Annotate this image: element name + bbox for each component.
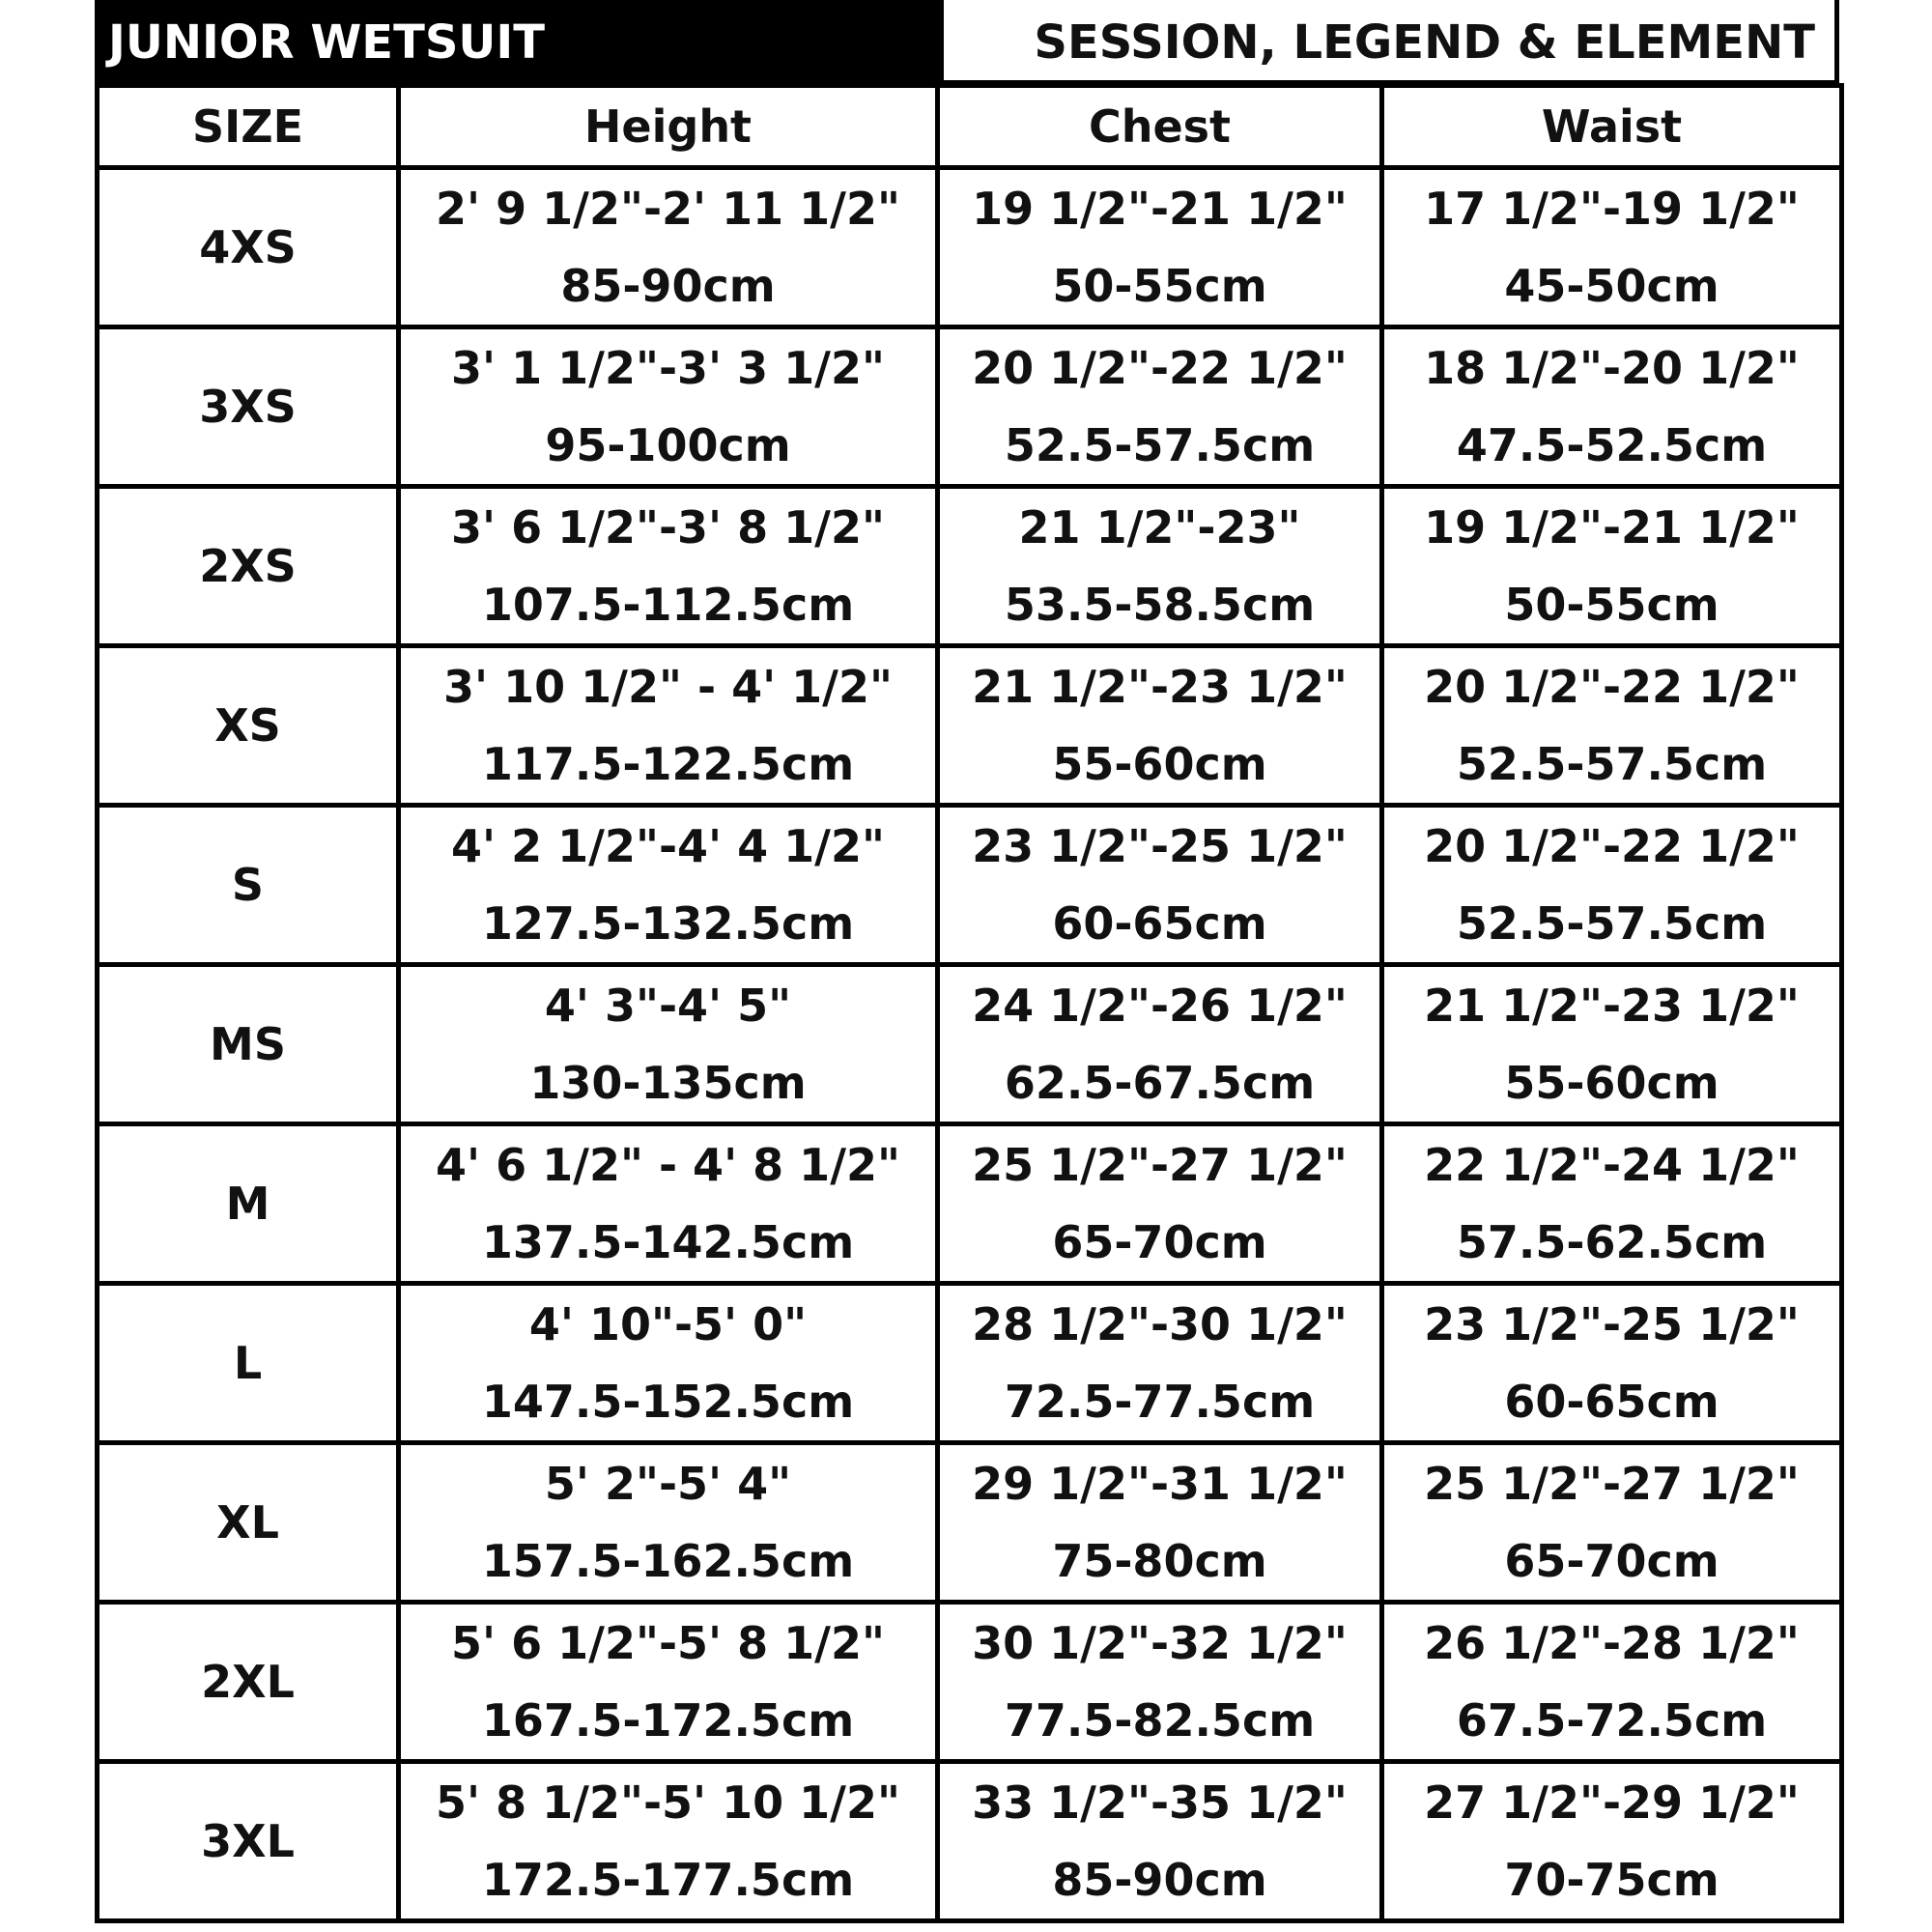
height-imperial: 3' 1 1/2"-3' 3 1/2" (451, 342, 885, 394)
size-cell: 2XL (98, 1603, 399, 1762)
table-row (98, 646, 1842, 806)
chest-cell (938, 646, 1382, 806)
chest-imperial: 25 1/2"-27 1/2" (972, 1139, 1348, 1191)
waist-cell (1382, 327, 1842, 487)
table-row (98, 168, 1842, 327)
height-metric: 127.5-132.5cm (481, 897, 855, 950)
chest-cell (938, 1124, 1382, 1284)
column-header-size: SIZE (98, 86, 399, 168)
height-cell (399, 168, 938, 327)
waist-cell (1382, 1124, 1842, 1284)
size-cell: 3XL (98, 1762, 399, 1921)
table-row (98, 327, 1842, 487)
waist-metric: 57.5-62.5cm (1456, 1216, 1768, 1268)
size-chart (95, 0, 1839, 1932)
height-metric: 85-90cm (560, 260, 776, 312)
chest-cell (938, 806, 1382, 965)
column-header-waist: Waist (1382, 86, 1842, 168)
column-header-height: Height (399, 86, 938, 168)
waist-metric: 65-70cm (1504, 1535, 1719, 1587)
chest-cell (938, 327, 1382, 487)
waist-imperial: 20 1/2"-22 1/2" (1424, 661, 1800, 713)
waist-cell (1382, 806, 1842, 965)
height-cell (399, 1443, 938, 1603)
header-row (98, 86, 1842, 168)
waist-metric: 70-75cm (1504, 1854, 1719, 1906)
chest-metric: 55-60cm (1052, 738, 1267, 790)
height-metric: 95-100cm (545, 419, 791, 471)
height-metric: 107.5-112.5cm (481, 579, 855, 631)
table-row (98, 1603, 1842, 1762)
waist-metric: 52.5-57.5cm (1456, 897, 1768, 950)
waist-cell (1382, 168, 1842, 327)
chest-cell (938, 1443, 1382, 1603)
waist-cell (1382, 1603, 1842, 1762)
chest-metric: 62.5-67.5cm (1004, 1057, 1316, 1109)
height-imperial: 4' 2 1/2"-4' 4 1/2" (451, 820, 885, 872)
chest-metric: 72.5-77.5cm (1004, 1376, 1316, 1428)
chest-imperial: 28 1/2"-30 1/2" (972, 1298, 1348, 1350)
chest-imperial: 29 1/2"-31 1/2" (972, 1458, 1348, 1510)
title-row (95, 0, 1839, 85)
height-cell (399, 806, 938, 965)
size-cell: XL (98, 1443, 399, 1603)
size-cell: XS (98, 646, 399, 806)
size-cell: 4XS (98, 168, 399, 327)
height-cell (399, 327, 938, 487)
waist-imperial: 19 1/2"-21 1/2" (1424, 501, 1800, 554)
chest-imperial: 30 1/2"-32 1/2" (972, 1617, 1348, 1669)
waist-imperial: 17 1/2"-19 1/2" (1424, 183, 1800, 235)
waist-metric: 52.5-57.5cm (1456, 738, 1768, 790)
waist-cell (1382, 1284, 1842, 1443)
chest-imperial: 19 1/2"-21 1/2" (972, 183, 1348, 235)
height-imperial: 3' 6 1/2"-3' 8 1/2" (451, 501, 885, 554)
waist-imperial: 26 1/2"-28 1/2" (1424, 1617, 1800, 1669)
height-cell (399, 487, 938, 646)
chest-metric: 60-65cm (1052, 897, 1267, 950)
chest-cell (938, 965, 1382, 1124)
height-imperial: 3' 10 1/2" - 4' 1/2" (443, 661, 893, 713)
height-imperial: 5' 6 1/2"-5' 8 1/2" (451, 1617, 885, 1669)
models-title: SESSION, LEGEND & ELEMENT (939, 0, 1839, 85)
height-cell (399, 1284, 938, 1443)
waist-metric: 45-50cm (1504, 260, 1719, 312)
height-metric: 137.5-142.5cm (481, 1216, 855, 1268)
height-imperial: 4' 6 1/2" - 4' 8 1/2" (436, 1139, 900, 1191)
height-imperial: 2' 9 1/2"-2' 11 1/2" (436, 183, 900, 235)
height-cell (399, 965, 938, 1124)
height-cell (399, 646, 938, 806)
height-cell (399, 1762, 938, 1921)
waist-metric: 47.5-52.5cm (1456, 419, 1768, 471)
chest-imperial: 20 1/2"-22 1/2" (972, 342, 1348, 394)
chest-cell (938, 1603, 1382, 1762)
height-imperial: 5' 2"-5' 4" (544, 1458, 792, 1510)
chest-cell (938, 1762, 1382, 1921)
chest-metric: 75-80cm (1052, 1535, 1267, 1587)
table-row (98, 1284, 1842, 1443)
column-header-chest: Chest (938, 86, 1382, 168)
waist-cell (1382, 1762, 1842, 1921)
size-cell: MS (98, 965, 399, 1124)
height-metric: 147.5-152.5cm (481, 1376, 855, 1428)
table-row (98, 1762, 1842, 1921)
size-cell: 2XS (98, 487, 399, 646)
chest-metric: 52.5-57.5cm (1004, 419, 1316, 471)
waist-cell (1382, 965, 1842, 1124)
waist-imperial: 27 1/2"-29 1/2" (1424, 1776, 1800, 1829)
chest-metric: 77.5-82.5cm (1004, 1694, 1316, 1747)
chest-imperial: 21 1/2"-23" (1018, 501, 1301, 554)
chest-imperial: 21 1/2"-23 1/2" (972, 661, 1348, 713)
waist-cell (1382, 646, 1842, 806)
waist-cell (1382, 487, 1842, 646)
chest-imperial: 24 1/2"-26 1/2" (972, 980, 1348, 1032)
chest-cell (938, 1284, 1382, 1443)
chest-imperial: 33 1/2"-35 1/2" (972, 1776, 1348, 1829)
waist-metric: 60-65cm (1504, 1376, 1719, 1428)
chest-metric: 65-70cm (1052, 1216, 1267, 1268)
waist-imperial: 20 1/2"-22 1/2" (1424, 820, 1800, 872)
height-metric: 172.5-177.5cm (481, 1854, 855, 1906)
size-cell: S (98, 806, 399, 965)
waist-imperial: 25 1/2"-27 1/2" (1424, 1458, 1800, 1510)
size-table (95, 83, 1844, 1923)
chest-metric: 53.5-58.5cm (1004, 579, 1316, 631)
waist-metric: 55-60cm (1504, 1057, 1719, 1109)
chest-cell (938, 487, 1382, 646)
chest-metric: 85-90cm (1052, 1854, 1267, 1906)
height-imperial: 4' 10"-5' 0" (528, 1298, 808, 1350)
chest-cell (938, 168, 1382, 327)
waist-imperial: 22 1/2"-24 1/2" (1424, 1139, 1800, 1191)
height-cell (399, 1603, 938, 1762)
waist-metric: 67.5-72.5cm (1456, 1694, 1768, 1747)
chart-title: JUNIOR WETSUIT (95, 0, 939, 85)
height-imperial: 5' 8 1/2"-5' 10 1/2" (436, 1776, 900, 1829)
chest-imperial: 23 1/2"-25 1/2" (972, 820, 1348, 872)
waist-imperial: 18 1/2"-20 1/2" (1424, 342, 1800, 394)
height-metric: 167.5-172.5cm (481, 1694, 855, 1747)
height-metric: 117.5-122.5cm (481, 738, 855, 790)
chest-metric: 50-55cm (1052, 260, 1267, 312)
waist-metric: 50-55cm (1504, 579, 1719, 631)
size-cell: 3XS (98, 327, 399, 487)
table-row (98, 1443, 1842, 1603)
size-cell: L (98, 1284, 399, 1443)
height-imperial: 4' 3"-4' 5" (544, 980, 792, 1032)
table-row (98, 965, 1842, 1124)
waist-imperial: 23 1/2"-25 1/2" (1424, 1298, 1800, 1350)
table-row (98, 806, 1842, 965)
size-cell: M (98, 1124, 399, 1284)
waist-imperial: 21 1/2"-23 1/2" (1424, 980, 1800, 1032)
height-metric: 130-135cm (529, 1057, 807, 1109)
waist-cell (1382, 1443, 1842, 1603)
height-cell (399, 1124, 938, 1284)
table-row (98, 1124, 1842, 1284)
height-metric: 157.5-162.5cm (481, 1535, 855, 1587)
table-row (98, 487, 1842, 646)
